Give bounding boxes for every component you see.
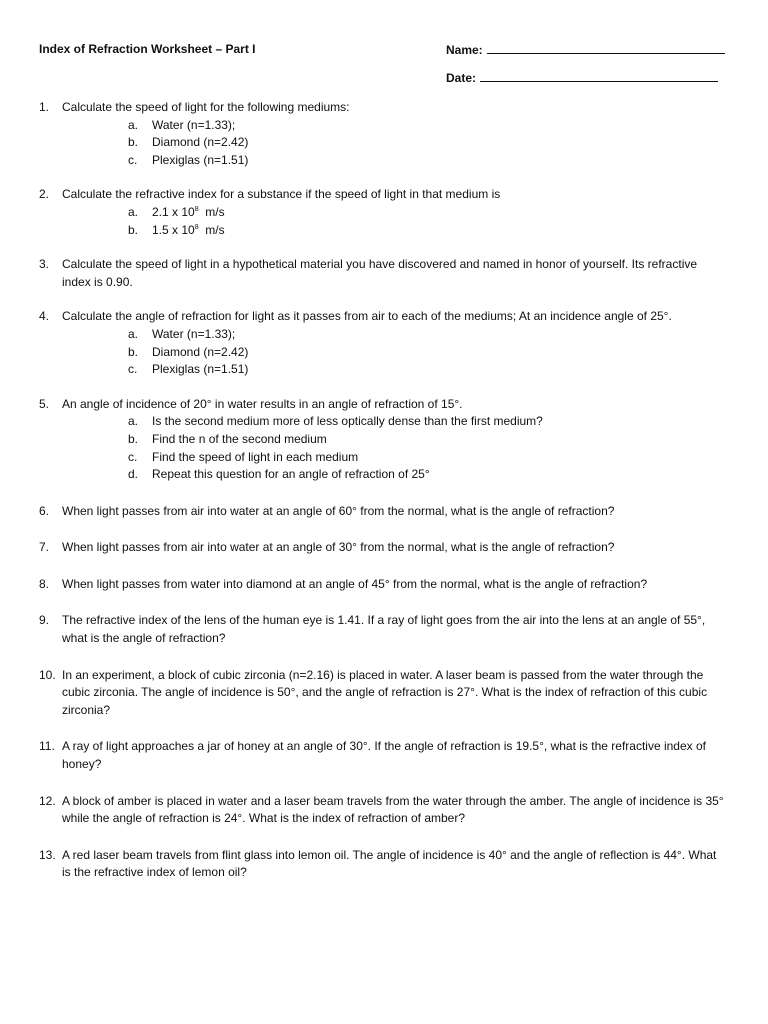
- sub-question-text: Find the n of the second medium: [152, 431, 327, 446]
- sub-question-label: d.: [128, 467, 139, 482]
- question-item: [39, 612, 724, 647]
- sub-question-label: b.: [128, 222, 139, 237]
- sub-question-item: [128, 117, 724, 135]
- question-text: An angle of incidence of 20° in water results in an angle of refraction of 15°.: [62, 396, 463, 411]
- sub-question-item: [128, 152, 724, 170]
- question-number: 11.: [39, 739, 55, 754]
- speed-exponent: 8: [194, 205, 199, 213]
- sub-question-text: Find the speed of light in each medium: [152, 449, 359, 464]
- sub-question-label: a.: [128, 414, 139, 429]
- sub-question-item: [128, 344, 724, 362]
- sub-question-text: Diamond (n=2.42): [152, 344, 249, 359]
- question-text: In an experiment, a block of cubic zirconia (n=2.16) is placed in water. A laser beam is passed from the water through the cubic zirconia. The angle of incidence is 50°, and the angle of refraction is 27°. What is the index of refraction of this cubic zirconia?: [62, 667, 708, 717]
- name-blank-line: [487, 42, 725, 54]
- name-field: [446, 42, 725, 57]
- sub-question-item: [128, 326, 724, 344]
- question-text: When light passes from air into water at an angle of 30° from the normal, what is the angle of refraction?: [62, 540, 615, 555]
- sub-question-label: a.: [128, 117, 139, 132]
- sub-question-item: [128, 431, 724, 449]
- question-item: [39, 738, 724, 773]
- question-item: [39, 667, 724, 720]
- sub-question-text: Is the second medium more of less optically dense than the first medium?: [152, 414, 543, 429]
- sub-question-label: c.: [128, 362, 138, 377]
- speed-unit: m/s: [205, 204, 225, 219]
- sub-question-list: [62, 117, 724, 170]
- worksheet-title: Index of Refraction Worksheet – Part I: [39, 42, 256, 56]
- question-text: When light passes from water into diamond at an angle of 45° from the normal, what is the angle of refraction?: [62, 576, 648, 591]
- sub-question-item: [128, 361, 724, 379]
- question-number: 3.: [39, 257, 50, 272]
- question-item: [39, 539, 724, 557]
- question-text: Calculate the angle of refraction for light as it passes from air to each of the mediums; At an incidence angle of 25°.: [62, 309, 672, 324]
- question-number: 9.: [39, 613, 50, 628]
- sub-question-text: Water (n=1.33);: [152, 326, 236, 341]
- sub-question-label: c.: [128, 152, 138, 167]
- question-number: 4.: [39, 309, 50, 324]
- question-item: [39, 256, 724, 291]
- sub-question-text: Plexiglas (n=1.51): [152, 152, 249, 167]
- question-item: [39, 186, 724, 239]
- date-field: [446, 70, 718, 85]
- question-text: Calculate the speed of light for the following mediums:: [62, 100, 350, 114]
- question-number: 6.: [39, 503, 50, 518]
- sub-question-label: b.: [128, 344, 139, 359]
- question-item: [39, 396, 724, 484]
- question-item: [39, 576, 724, 594]
- question-text: When light passes from air into water at an angle of 60° from the normal, what is the angle of refraction?: [62, 503, 615, 518]
- question-text: A block of amber is placed in water and a laser beam travels from the water through the amber. The angle of incidence is 35° while the angle of refraction is 24°. What is the index of refraction of amber?: [62, 793, 724, 826]
- question-number: 5.: [39, 396, 50, 411]
- sub-question-list: [62, 326, 724, 379]
- sub-question-item: [128, 134, 724, 152]
- question-number: 8.: [39, 576, 50, 591]
- sub-question-text: Repeat this question for an angle of refraction of 25°: [152, 467, 430, 482]
- sub-question-label: b.: [128, 135, 139, 150]
- question-number: 7.: [39, 540, 50, 555]
- sub-question-list: [62, 413, 724, 483]
- sub-question-list: [62, 204, 724, 239]
- question-text: A red laser beam travels from flint glass into lemon oil. The angle of incidence is 40° and the angle of reflection is 44°. What is the refractive index of lemon oil?: [62, 847, 717, 880]
- question-number: 1.: [39, 100, 50, 114]
- question-text: Calculate the refractive index for a substance if the speed of light in that medium is: [62, 187, 501, 202]
- question-text: The refractive index of the lens of the human eye is 1.41. If a ray of light goes from the air into the lens at an angle of 55°, what is the angle of refraction?: [62, 613, 706, 646]
- question-text: A ray of light approaches a jar of honey at an angle of 30°. If the angle of refraction is 19.5°, what is the refractive index of honey?: [62, 739, 706, 772]
- speed-exponent: 8: [194, 223, 199, 231]
- speed-base: 1.5 x 10: [152, 222, 195, 237]
- date-label: Date:: [446, 71, 477, 85]
- sub-question-item: [128, 204, 724, 222]
- sub-question-text: Water (n=1.33);: [152, 117, 236, 132]
- sub-question-item: [128, 449, 724, 467]
- question-item: [39, 793, 724, 828]
- sub-question-label: b.: [128, 431, 139, 446]
- sub-question-item: [128, 222, 724, 240]
- question-number: 10.: [39, 667, 56, 682]
- sub-question-label: a.: [128, 204, 139, 219]
- sub-question-label: c.: [128, 449, 138, 464]
- date-blank-line: [480, 70, 718, 82]
- question-item: [39, 847, 724, 882]
- question-number: 12.: [39, 793, 56, 808]
- question-text: Calculate the speed of light in a hypothetical material you have discovered and named in honor of yourself. Its refractive index is 0.90.: [62, 257, 698, 289]
- sub-question-item: [128, 413, 724, 431]
- speed-base: 2.1 x 10: [152, 204, 195, 219]
- speed-unit: m/s: [205, 222, 225, 237]
- sub-question-label: a.: [128, 326, 139, 341]
- sub-question-text: Plexiglas (n=1.51): [152, 362, 249, 377]
- question-number: 13.: [39, 847, 56, 862]
- name-label: Name:: [446, 43, 483, 57]
- question-item: [39, 99, 724, 169]
- question-number: 2.: [39, 187, 50, 202]
- sub-question-text: Diamond (n=2.42): [152, 135, 249, 150]
- sub-question-item: [128, 466, 724, 484]
- question-list: [39, 99, 724, 882]
- question-item: [39, 503, 724, 521]
- question-item: [39, 308, 724, 378]
- worksheet-header: [39, 42, 722, 92]
